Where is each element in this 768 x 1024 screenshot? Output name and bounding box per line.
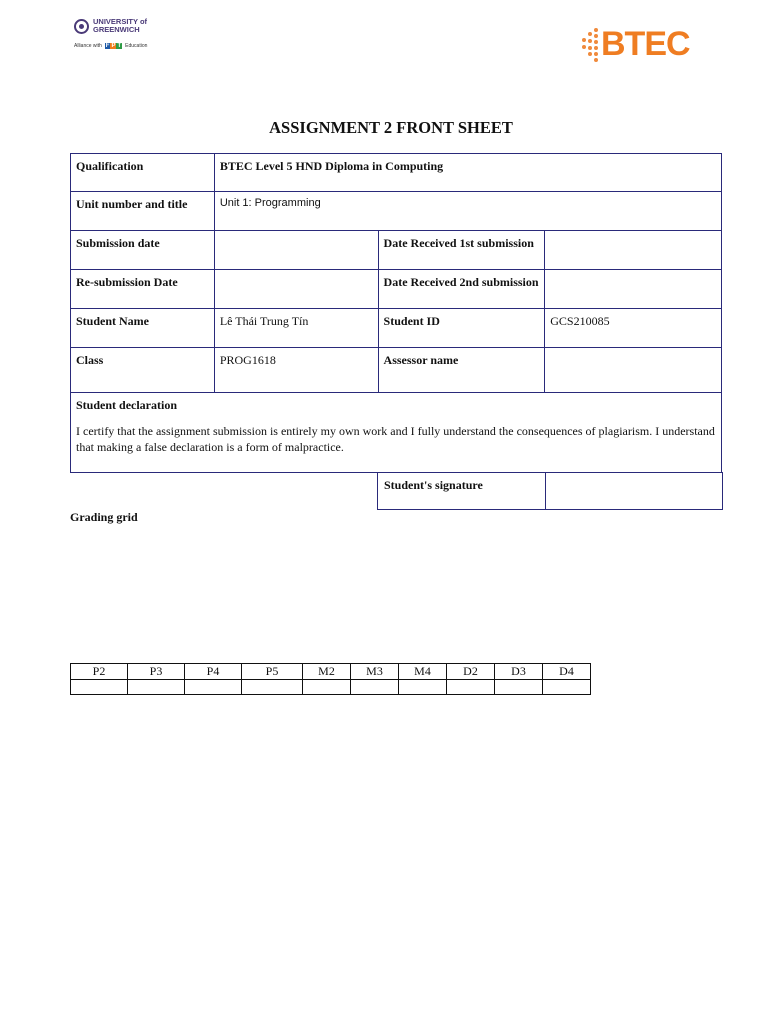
grade-header-m4: M4 bbox=[399, 664, 447, 680]
submission-date-field[interactable] bbox=[214, 231, 378, 270]
fpt-letter-p: P bbox=[111, 43, 116, 49]
grade-header-p4: P4 bbox=[185, 664, 242, 680]
university-line2: GREENWICH bbox=[93, 25, 140, 34]
grade-header-p5: P5 bbox=[242, 664, 303, 680]
alliance-suffix: Education bbox=[125, 43, 148, 49]
student-name-value[interactable]: Lê Thái Trung Tín bbox=[214, 309, 378, 348]
alliance-prefix: Alliance with bbox=[74, 43, 102, 49]
fpt-letter-f: F bbox=[105, 43, 110, 49]
btec-logo bbox=[582, 24, 690, 64]
grade-header-p3: P3 bbox=[128, 664, 185, 680]
date-received-2-label: Date Received 2nd submission bbox=[378, 270, 545, 309]
unit-label: Unit number and title bbox=[71, 192, 215, 231]
page-title: ASSIGNMENT 2 FRONT SHEET bbox=[269, 118, 513, 137]
grading-header-row bbox=[71, 664, 591, 680]
student-id-label: Student ID bbox=[378, 309, 545, 348]
grade-cell-p2[interactable] bbox=[71, 680, 128, 695]
declaration-cell bbox=[71, 393, 722, 473]
grading-value-row bbox=[71, 680, 591, 695]
grading-grid bbox=[70, 663, 591, 695]
university-line1: UNIVERSITY of bbox=[93, 17, 148, 26]
btec-wordmark: BTEC bbox=[601, 25, 690, 63]
greenwich-crest-icon bbox=[74, 19, 89, 34]
unit-value: Unit 1: Programming bbox=[214, 192, 721, 231]
signature-field[interactable] bbox=[546, 473, 723, 510]
student-id-value[interactable]: GCS210085 bbox=[545, 309, 722, 348]
signature-table bbox=[377, 472, 723, 510]
resubmission-date-label: Re-submission Date bbox=[71, 270, 215, 309]
grade-header-d3: D3 bbox=[495, 664, 543, 680]
date-received-1-field[interactable] bbox=[545, 231, 722, 270]
assessor-field[interactable] bbox=[545, 348, 722, 393]
class-value[interactable]: PROG1618 bbox=[214, 348, 378, 393]
grade-cell-m3[interactable] bbox=[351, 680, 399, 695]
grade-header-d4: D4 bbox=[543, 664, 591, 680]
class-label: Class bbox=[71, 348, 215, 393]
grade-header-m2: M2 bbox=[303, 664, 351, 680]
fpt-letter-t: T bbox=[117, 43, 122, 49]
grading-grid-label: Grading grid bbox=[70, 510, 138, 524]
grade-cell-p4[interactable] bbox=[185, 680, 242, 695]
qualification-label: Qualification bbox=[71, 154, 215, 192]
submission-date-label: Submission date bbox=[71, 231, 215, 270]
grade-cell-m4[interactable] bbox=[399, 680, 447, 695]
fpt-logo bbox=[105, 43, 122, 49]
grade-cell-d2[interactable] bbox=[447, 680, 495, 695]
front-sheet-table bbox=[70, 153, 722, 473]
grade-header-p2: P2 bbox=[71, 664, 128, 680]
date-received-2-field[interactable] bbox=[545, 270, 722, 309]
qualification-value: BTEC Level 5 HND Diploma in Computing bbox=[214, 154, 721, 192]
declaration-label: Student declaration bbox=[76, 398, 178, 412]
assessor-label: Assessor name bbox=[378, 348, 545, 393]
declaration-text: I certify that the assignment submission is entirely my own work and I fully understand the consequences of plagiarism. I understand that making a false declaration is a form of malpractice. bbox=[76, 424, 715, 454]
grade-cell-d3[interactable] bbox=[495, 680, 543, 695]
fpt-alliance bbox=[74, 43, 174, 49]
grade-header-d2: D2 bbox=[447, 664, 495, 680]
grade-cell-d4[interactable] bbox=[543, 680, 591, 695]
student-name-label: Student Name bbox=[71, 309, 215, 348]
grade-cell-p5[interactable] bbox=[242, 680, 303, 695]
btec-dots-icon bbox=[582, 26, 600, 62]
grade-cell-p3[interactable] bbox=[128, 680, 185, 695]
resubmission-date-field[interactable] bbox=[214, 270, 378, 309]
grade-cell-m2[interactable] bbox=[303, 680, 351, 695]
university-greenwich-logo bbox=[74, 18, 174, 62]
date-received-1-label: Date Received 1st submission bbox=[378, 231, 545, 270]
signature-label: Student's signature bbox=[378, 473, 546, 510]
grade-header-m3: M3 bbox=[351, 664, 399, 680]
